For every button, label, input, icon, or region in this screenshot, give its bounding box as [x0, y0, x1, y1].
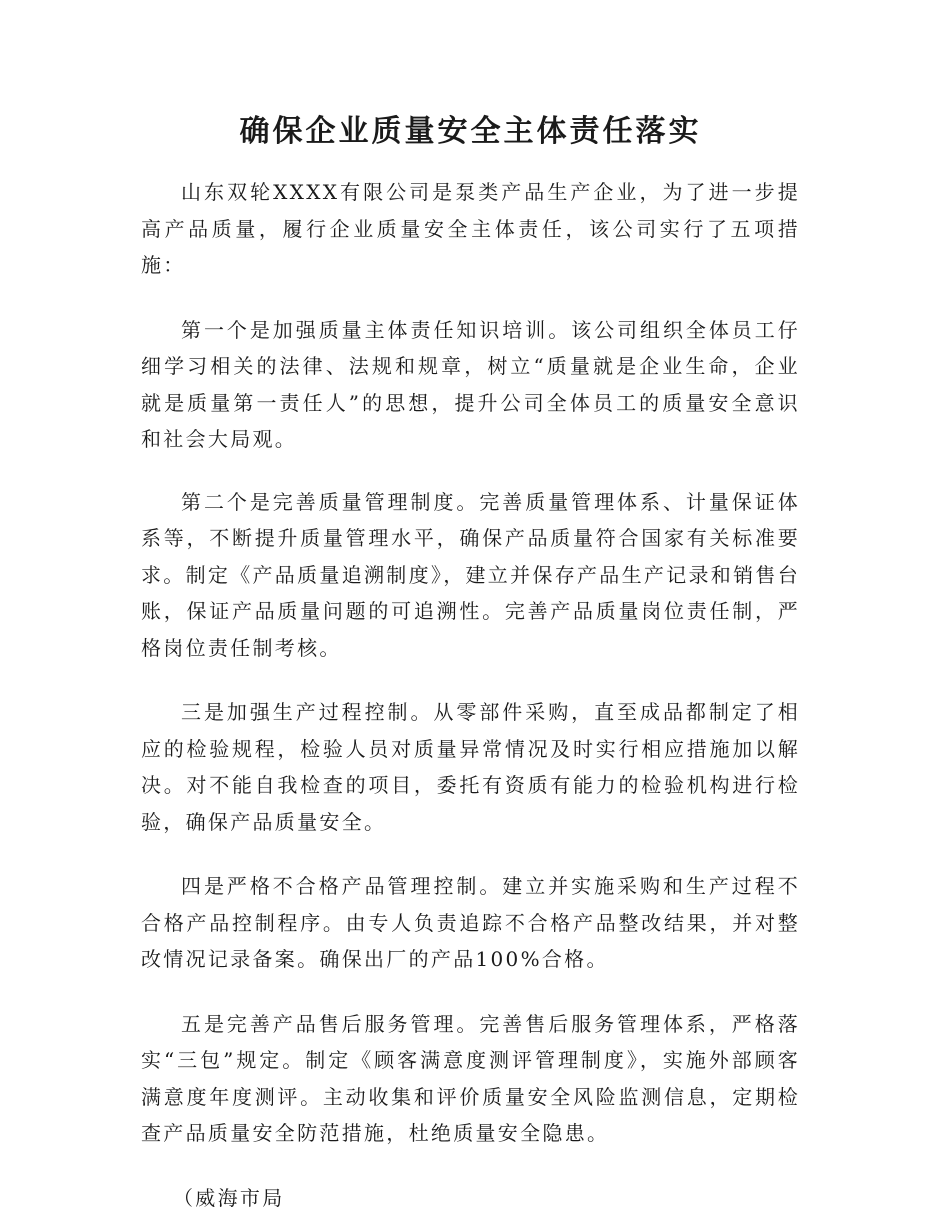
paragraph-measure-3: 三是加强生产过程控制。从零部件采购，直至成品都制定了相应的检验规程，检验人员对质量异常情况及时实行相应措施加以解决。对不能自我检查的项目，委托有资质有能力的检验机构进行检验，确保产品质量安全。 — [141, 700, 800, 834]
paragraph-intro: 山东双轮XXXX有限公司是泵类产品生产企业，为了进一步提高产品质量，履行企业质量安全主体责任，该公司实行了五项措施： — [141, 180, 800, 277]
document-title: 确保企业质量安全主体责任落实 — [239, 114, 702, 149]
source-note: （威海市局 — [173, 1185, 285, 1210]
paragraph-measure-1: 第一个是加强质量主体责任知识培训。该公司组织全体员工仔细学习相关的法律、法规和规章，树立“质量就是企业生命，企业就是质量第一责任人”的思想，提升公司全体员工的质量安全意识和社会大局观。 — [141, 317, 800, 451]
paragraph-measure-4: 四是严格不合格产品管理控制。建立并实施采购和生产过程不合格产品控制程序。由专人负责追踪不合格产品整改结果，并对整改情况记录备案。确保出厂的产品100%合格。 — [141, 874, 800, 971]
paragraph-measure-5: 五是完善产品售后服务管理。完善售后服务管理体系，严格落实“三包”规定。制定《顾客满意度测评管理制度》，实施外部顾客满意度年度测评。主动收集和评价质量安全风险监测信息，定期检查产品质量安全防范措施，杜绝质量安全隐患。 — [141, 1011, 800, 1145]
paragraph-measure-2: 第二个是完善质量管理制度。完善质量管理体系、计量保证体系等，不断提升质量管理水平，确保产品质量符合国家有关标准要求。制定《产品质量追溯制度》，建立并保存产品生产记录和销售台账，保证产品质量问题的可追溯性。完善产品质量岗位责任制，严格岗位责任制考核。 — [141, 489, 800, 660]
